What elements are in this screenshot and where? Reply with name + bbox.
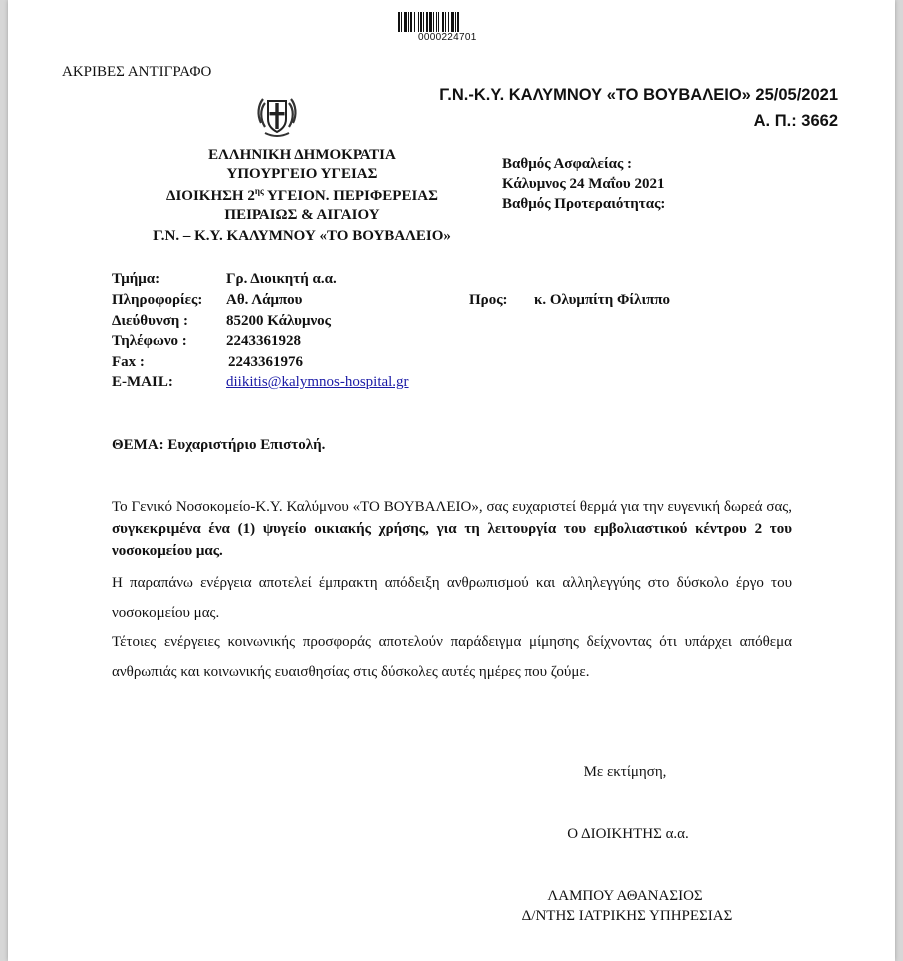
recipient-name: κ. Ολυμπίτη Φίλιππο [534, 292, 671, 308]
gov-line-1: ΕΛΛΗΝΙΚΗ ΔΗΜΟΚΡΑΤΙΑ [208, 147, 396, 163]
document-page [8, 0, 895, 961]
gov-line-2: ΥΠΟΥΡΓΕΙΟ ΥΓΕΙΑΣ [226, 166, 378, 182]
address-label: Διεύθυνση : [112, 313, 188, 329]
greek-emblem-icon [255, 93, 299, 139]
department-value: Γρ. Διοικητή α.α. [226, 271, 337, 287]
phone-label: Τηλέφωνο : [112, 333, 187, 349]
fax-value: 2243361976 [228, 354, 303, 370]
email-label: E-MAIL: [112, 374, 173, 390]
signatory-role: Δ/ΝΤΗΣ ΙΑΤΡΙΚΗΣ ΥΠΗΡΕΣΙΑΣ [521, 908, 733, 924]
priority-level: Βαθμός Προτεραιότητας: [502, 196, 666, 212]
fax-label: Fax : [112, 354, 145, 370]
body-paragraph-2: Η παραπάνω ενέργεια αποτελεί έμπρακτη απόδειξη ανθρωπισμού και αλληλεγγύης στο δύσκολο έργο του νοσοκομείου μας. [112, 575, 792, 621]
protocol-number: Α. Π.: 3662 [753, 112, 838, 130]
body-paragraph-1: Το Γενικό Νοσοκομείο-Κ.Υ. Καλύμνου «ΤΟ ΒΟΥΒΑΛΕΙΟ», σας ευχαριστεί θερμά για την ευγενική δωρεά σας, συγκεκριμένα ένα (1) ψυγείο οικιακής χρήσης, για τη λειτουργία του εμβολιαστικού κέντρου 2 του νοσοκομείου μας. [112, 499, 792, 559]
copy-label: ΑΚΡΙΒΕΣ ΑΝΤΙΓΡΑΦΟ [62, 64, 212, 80]
barcode-number: 0000224701 [418, 32, 477, 43]
signatory-name: ΛΑΜΠΟΥ ΑΘΑΝΑΣΙΟΣ [547, 888, 703, 904]
barcode [398, 12, 498, 32]
header-ref-line1: Γ.Ν.-Κ.Υ. ΚΑΛΥΜΝΟΥ «ΤΟ ΒΟΥΒΑΛΕΙΟ» 25/05/2021 [439, 86, 838, 104]
phone-value: 2243361928 [226, 333, 301, 349]
body-paragraph-3: Τέτοιες ενέργειες κοινωνικής προσφοράς αποτελούν παράδειγμα μίμησης δείχνοντας ότι υπάρχει απόθεμα ανθρωπιάς και κοινωνικής ευαισθησίας στις δύσκολες αυτές ημέρες που ζούμε. [112, 634, 792, 680]
subject-line: ΘΕΜΑ: Ευχαριστήριο Επιστολή. [112, 437, 326, 453]
security-level: Βαθμός Ασφαλείας : [502, 156, 633, 172]
email-link[interactable]: diikitis@kalymnos-hospital.gr [226, 374, 409, 390]
gov-line-5: Γ.Ν. – Κ.Υ. ΚΑΛΥΜΝΟΥ «ΤΟ ΒΟΥΒΑΛΕΙΟ» [153, 228, 451, 244]
closing: Με εκτίμηση, [583, 764, 667, 780]
department-label: Τμήμα: [112, 271, 161, 287]
info-value: Αθ. Λάμπου [226, 292, 303, 308]
place-date: Κάλυμνος 24 Μαΐου 2021 [502, 176, 665, 192]
gov-line-4: ΠΕΙΡΑΙΩΣ & ΑΙΓΑΙΟΥ [224, 207, 380, 223]
info-label: Πληροφορίες: [112, 292, 203, 308]
address-value: 85200 Κάλυμνος [226, 313, 331, 329]
signatory-title: Ο ΔΙΟΙΚΗΤΗΣ α.α. [567, 826, 689, 842]
recipient-label: Προς: [469, 292, 508, 308]
gov-line-3: ΔΙΟΙΚΗΣΗ $2^{\eta\varsigma}$ ΥΓΕΙΟΝ. ΠΕΡΙΦΕΡΕΙΑΣ [166, 186, 438, 204]
